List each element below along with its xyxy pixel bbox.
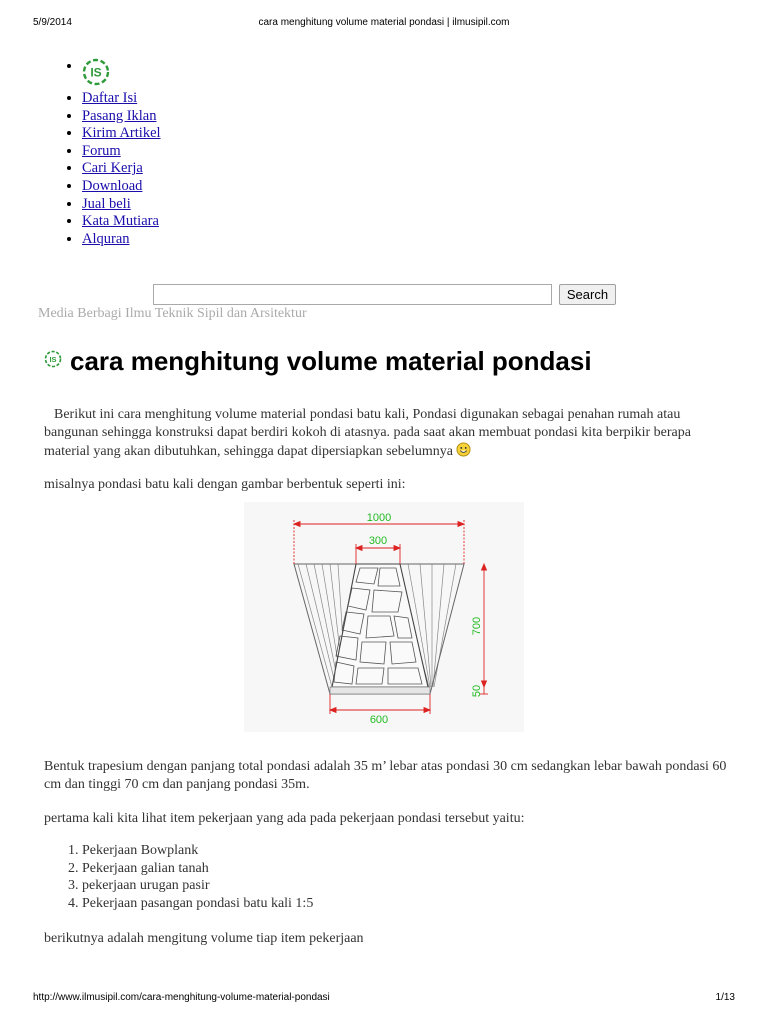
print-url: http://www.ilmusipil.com/cara-menghitung-volume-material-pondasi bbox=[33, 992, 330, 1003]
print-page-number: 1/13 bbox=[715, 992, 735, 1003]
nav-item-pasang-iklan bbox=[82, 108, 161, 126]
nav-item-daftar-isi bbox=[82, 90, 161, 108]
post-title-text: cara menghitung volume material pondasi bbox=[70, 346, 592, 376]
work-items-list bbox=[44, 842, 313, 912]
nav-item-download bbox=[82, 178, 161, 196]
nav-item-kirim-artikel bbox=[82, 125, 161, 143]
dim-bottom-width: 600 bbox=[369, 714, 389, 726]
print-date: 5/9/2014 bbox=[33, 17, 72, 28]
site-logo-icon bbox=[82, 58, 110, 86]
nav-item-jual-beli bbox=[82, 196, 161, 214]
list-item: 1. Pekerjaan Bowplank bbox=[82, 842, 313, 860]
post-intro-text: Berikut ini cara menghitung volume material pondasi batu kali, Pondasi digunakan sebagai penahan rumah atau bangunan sehingga konstruksi dapat berdiri kokoh di atasnya. pada saat akan membuat pondasi kita berpikir berapa material yang akan dibutuhkan, sehingga dapat dipersiapkan sebelumnya bbox=[44, 407, 691, 459]
example-intro: misalnya pondasi batu kali dengan gambar berbentuk seperti ini: bbox=[44, 477, 406, 492]
dim-top-total: 1000 bbox=[366, 512, 392, 524]
list-item: 4. Pekerjaan pasangan pondasi batu kali 1:5 bbox=[82, 895, 313, 913]
site-tagline: Media Berbagi Ilmu Teknik Sipil dan Arsitektur bbox=[38, 306, 307, 321]
print-footer bbox=[33, 992, 735, 1006]
site-logo[interactable] bbox=[82, 58, 110, 80]
nav-item-kata-mutiara bbox=[82, 213, 161, 231]
foundation-diagram bbox=[244, 502, 524, 732]
nav-link-cari-kerja[interactable]: Cari Kerja bbox=[82, 160, 143, 177]
nav-link-daftar-isi[interactable]: Daftar Isi bbox=[82, 90, 138, 106]
title-logo-icon bbox=[44, 350, 62, 368]
title-logo-text: IS bbox=[49, 355, 57, 364]
nav-link-download[interactable]: Download bbox=[82, 177, 143, 194]
foundation-description: Bentuk trapesium dengan panjang total pondasi adalah 35 m’ lebar atas pondasi 30 cm sedangkan lebar bawah pondasi 60 cm dan tinggi 70 cm dan panjang pondasi 35m. bbox=[44, 759, 727, 792]
dim-height: 700 bbox=[471, 616, 483, 636]
search-button[interactable]: Search bbox=[559, 284, 616, 305]
nav-link-kirim-artikel[interactable]: Kirim Artikel bbox=[82, 125, 161, 142]
nav-item-alquran bbox=[82, 231, 161, 249]
print-header bbox=[33, 17, 735, 31]
nav-link-forum[interactable]: Forum bbox=[82, 142, 121, 159]
next-intro: berikutnya adalah mengitung volume tiap item pekerjaan bbox=[44, 931, 364, 946]
nav-link-alquran[interactable]: Alquran bbox=[82, 230, 130, 247]
nav-link-kata-mutiara[interactable]: Kata Mutiara bbox=[82, 213, 159, 230]
list-item: 2. Pekerjaan galian tanah bbox=[82, 860, 313, 878]
nav-link-jual-beli[interactable]: Jual beli bbox=[82, 195, 131, 212]
dim-sand: 50 bbox=[471, 684, 483, 698]
nav-item-cari-kerja bbox=[82, 160, 161, 178]
nav-logo-item bbox=[82, 58, 161, 90]
nav-item-forum bbox=[82, 143, 161, 161]
print-title: cara menghitung volume material pondasi | ilmusipil.com bbox=[258, 17, 510, 28]
logo-text: • IS bbox=[90, 65, 102, 80]
nav-link-pasang-iklan[interactable]: Pasang Iklan bbox=[82, 107, 157, 124]
sand-layer bbox=[330, 687, 430, 694]
list-item: 3. pekerjaan urugan pasir bbox=[82, 877, 313, 895]
search-input[interactable] bbox=[153, 284, 552, 305]
post-intro bbox=[44, 406, 734, 461]
smiley-icon bbox=[456, 442, 471, 457]
main-nav bbox=[44, 58, 161, 248]
work-items-intro: pertama kali kita lihat item pekerjaan yang ada pada pekerjaan pondasi tersebut yaitu: bbox=[44, 811, 525, 826]
post-title bbox=[44, 346, 592, 377]
dim-top-width: 300 bbox=[368, 535, 388, 547]
